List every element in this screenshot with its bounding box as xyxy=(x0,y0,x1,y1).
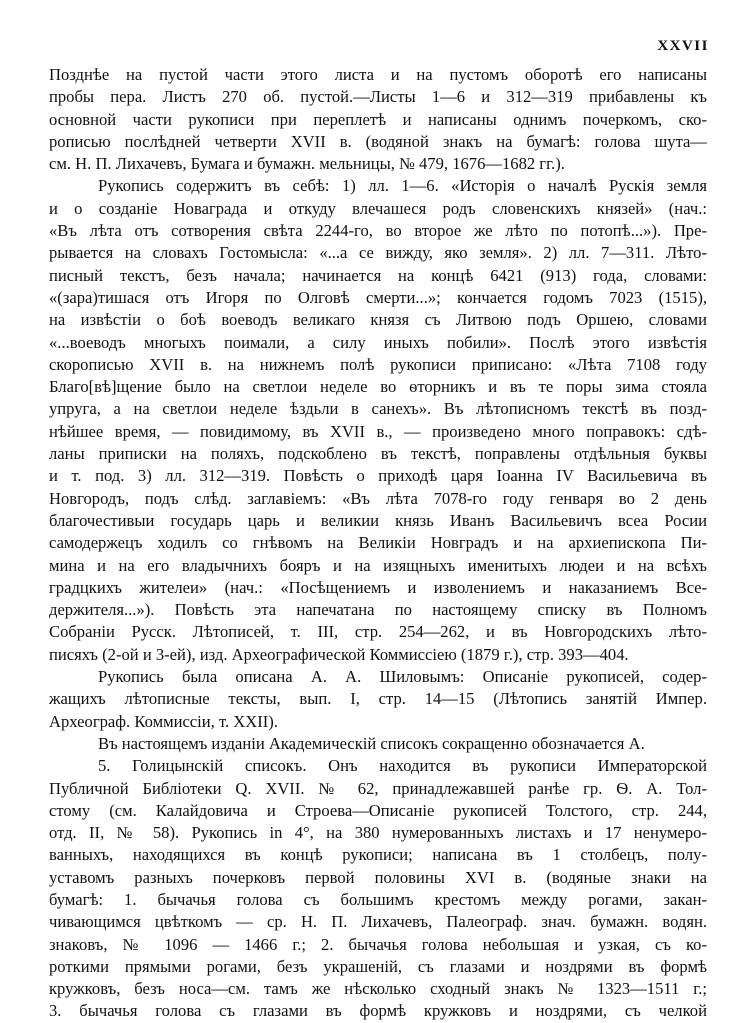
text-line: Въ настоящемъ изданіи Академическій списокъ сокращенно обозначается А. xyxy=(98,733,645,753)
text-line: Рукопись была описана А. А. Шиловымъ: Описаніе рукописей, содер- xyxy=(98,667,707,687)
page-number: XXVII xyxy=(657,38,709,54)
text-line: Позднѣе на пустой части этого листа и на пустомъ оборотѣ его написаны xyxy=(49,65,707,84)
text-line: пробы пера. Листъ 270 об. пустой.—Листы 1—6 и 312—319 прибавлены къ xyxy=(49,87,707,107)
text-line: и т. под. 3) лл. 312—319. Повѣсть о приходѣ царя Іоанна IV Васильевича въ xyxy=(49,466,707,486)
text-line: роткими прямыми рогами, безъ украшеній, съ глазами и ноздрями въ формѣ xyxy=(49,956,707,976)
text-line: благочестивыи государь царь и великии князь Иванъ Васильевичъ всеа Росии xyxy=(49,510,707,530)
text-line: отд. II, № 58). Рукопись in 4°, на 380 нумерованныхъ листахъ и 17 ненумеро- xyxy=(49,823,707,843)
text-line: Рукопись содержитъ въ себѣ: 1) лл. 1—6. «Исторія о началѣ Рускія земля xyxy=(98,176,707,196)
text-line: см. Н. П. Лихачевъ, Бумага и бумажн. мельницы, № 479, 1676—1682 гг.). xyxy=(49,154,565,174)
text-line: «(зара)тишася отъ Игоря по Олговѣ смерти...»; кончается годомъ 7023 (1515), xyxy=(49,287,707,307)
text-line: Собраніи Русск. Лѣтописей, т. III, стр. 254—262, и въ Новгородскихъ лѣто- xyxy=(49,622,707,642)
text-line: рывается на словахъ Гостомысла: «...а се вижду, яко земля». 2) лл. 7—311. Лѣто- xyxy=(49,243,707,263)
text-line: 5. Голицынскій списокъ. Онъ находится въ рукописи Императорской xyxy=(98,756,707,776)
text-line: уставомъ разныхъ почерковъ первой половины XVI в. (водяные знаки на xyxy=(49,867,707,887)
text-line: самодержецъ ходилъ со гнѣвомъ на Великіи Новградъ и на архиепископа Пи- xyxy=(49,533,707,553)
text-line: скорописью XVII в. на нижнемъ полѣ рукописи приписано: «Лѣта 7108 году xyxy=(49,354,707,374)
text-line: ланы приписки на поляхъ, подскоблено въ текстѣ, поправлены отдѣльныя буквы xyxy=(49,444,707,464)
text-line: и о созданіе Новаграда и откуду влечашеся родъ словенскихъ князей» (нач.: xyxy=(49,198,707,218)
text-line: чивающимся цвѣткомъ — ср. Н. П. Лихачевъ, Палеограф. знач. бумажн. водян. xyxy=(49,912,707,932)
text-line: «Въ лѣта отъ сотворения свѣта 2244-го, во второе же лѣто по потопѣ...»). Пре- xyxy=(49,221,707,241)
text-line: «...воеводъ многыхъ поимали, а силу иныхъ побили». Послѣ этого извѣстія xyxy=(49,332,707,352)
text-line: нѣйшее время, — повидимому, въ XVII в., — произведено много поправокъ: сдѣ- xyxy=(49,421,707,441)
text-line: Публичной Библіотеки Q. XVII. № 62, принадлежавшей ранѣе гр. Ѳ. А. Тол- xyxy=(49,778,707,798)
text-line: Новгородъ, подъ слѣд. заглавіемъ: «Въ лѣта 7078-го году генваря во 2 день xyxy=(49,488,707,508)
text-line: жащихъ лѣтописные тексты, вып. I, стр. 14—15 (Лѣтопись занятій Импер. xyxy=(49,689,707,709)
text-line: Археограф. Коммиссіи, т. XXII). xyxy=(49,711,278,731)
text-line: кружковъ, безъ носа—см. тамъ же нѣсколько сходный знакъ № 1323—1511 г.; xyxy=(49,979,707,999)
text-line: рописью послѣдней четверти XVII в. (водяной знакъ на бумагѣ: голова шута— xyxy=(49,131,707,151)
text-line: писяхъ (2-ой и 3-ей), изд. Археографической Коммиссіею (1879 г.), стр. 393—404. xyxy=(49,644,629,664)
text-line: держителя...»). Повѣсть эта напечатана по настоящему списку въ Полномъ xyxy=(49,600,707,620)
text-line: ванныхъ, находящихся въ концѣ рукописи; написана въ 1 столбецъ, полу- xyxy=(49,845,707,865)
text-line: писный текстъ, безъ начала; начинается на концѣ 6421 (913) года, словами: xyxy=(49,265,707,285)
text-line: Благо[вѣ]щение было на светлои неделе во ѳторникъ и въ те поры зима стояла xyxy=(49,377,707,397)
text-line: знаковъ, № 1096 — 1466 г.; 2. бычачья голова небольшая и узкая, съ ко- xyxy=(49,934,707,954)
body-text xyxy=(49,64,707,1023)
text-line: основной части рукописи при переплетѣ и написаны однимъ почеркомъ, ско- xyxy=(49,109,707,129)
text-line: градцкихъ жителеи» (нач.: «Посѣщениемъ и изволениемъ и наказаниемъ Всe- xyxy=(49,577,707,597)
text-line: на извѣстіи о боѣ воеводъ великаго князя съ Литвою подъ Оршею, словами xyxy=(49,310,707,330)
text-line: упруга, а на светлои неделе ѣздьли в санехъ». Въ лѣтописномъ текстѣ въ позд- xyxy=(49,399,707,419)
text-line: бумагѣ: 1. бычачья голова съ большимъ крестомъ между рогами, закан- xyxy=(49,889,707,909)
text-line: мина и на его владычнихъ бояръ и на изящныхъ именитыхъ людеи и на всѣхъ xyxy=(49,555,707,575)
text-line: стому (см. Калайдовича и Строева—Описаніе рукописей Толстого, стр. 244, xyxy=(49,800,707,820)
text-line: 3. бычачья голова съ глазами въ формѣ кружковъ и ноздрями, съ челкой xyxy=(49,1001,707,1021)
